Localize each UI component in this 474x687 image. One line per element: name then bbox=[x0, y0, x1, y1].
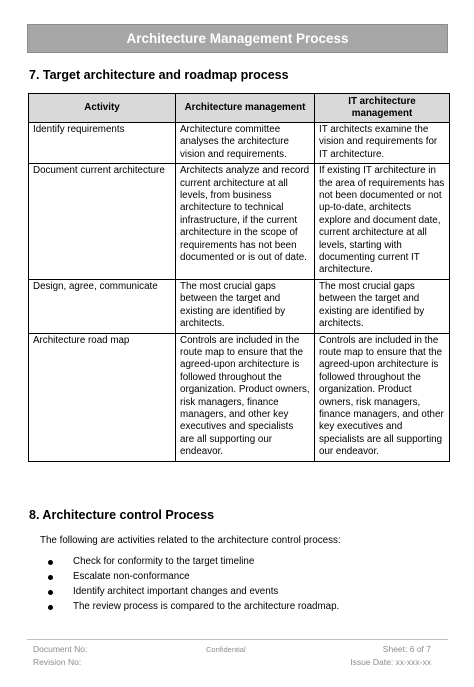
list-item-text: Escalate non-conformance bbox=[73, 571, 190, 582]
footer-divider bbox=[27, 639, 448, 640]
bullet-icon bbox=[48, 590, 53, 595]
footer-sheet: Sheet: 6 of 7 bbox=[382, 644, 431, 654]
table-header-row bbox=[29, 94, 450, 123]
architecture-management-cell: Architecture committee analyses the architecture vision and requirements. bbox=[176, 123, 315, 164]
architecture-management-cell: Architects analyze and record current architecture at all levels, from business architecture to technical infrastructure, if the current architecture in the scope of requirements has not been documented or is out of date. bbox=[176, 164, 315, 280]
section-8-heading: 8. Architecture control Process bbox=[29, 508, 215, 522]
footer-revision-no: Revision No: bbox=[33, 657, 82, 667]
bullet-icon bbox=[48, 605, 53, 610]
it-architecture-management-cell: The most crucial gaps between the target and existing are identified by architects. bbox=[315, 279, 450, 333]
architecture-management-cell: The most crucial gaps between the target and existing are identified by architects. bbox=[176, 279, 315, 333]
bullet-icon bbox=[48, 575, 53, 580]
table-row bbox=[29, 123, 450, 164]
list-item-text: Identify architect important changes and events bbox=[73, 586, 279, 597]
table-row bbox=[29, 333, 450, 461]
bullet-icon bbox=[48, 560, 53, 565]
it-architecture-management-cell: Controls are included in the route map to ensure that the agreed-upon architecture is followed throughout the organization. Product owners, risk managers, finance managers, and other key executives and specialists are all supporting our endeavor. bbox=[315, 333, 450, 461]
list-item-text: The review process is compared to the architecture roadmap. bbox=[73, 601, 340, 612]
column-header-it-architecture-management: IT architecture management bbox=[315, 94, 450, 123]
list-item bbox=[46, 599, 339, 614]
roadmap-process-table bbox=[28, 93, 450, 462]
document-title-banner: Architecture Management Process bbox=[27, 24, 448, 53]
list-item bbox=[46, 569, 339, 584]
table-row bbox=[29, 164, 450, 280]
control-activities-list bbox=[46, 554, 339, 614]
list-item-text: Check for conformity to the target timeline bbox=[73, 556, 255, 567]
section-7-heading: 7. Target architecture and roadmap process bbox=[29, 68, 289, 82]
architecture-management-cell: Controls are included in the route map to ensure that the agreed-upon architecture is followed throughout the organization. Product owners, risk managers, finance managers, and other key executives and specialists are all supporting our endeavor. bbox=[176, 333, 315, 461]
column-header-activity: Activity bbox=[29, 94, 176, 123]
activity-cell: Design, agree, communicate bbox=[29, 279, 176, 333]
activity-cell: Document current architecture bbox=[29, 164, 176, 280]
activity-cell: Identify requirements bbox=[29, 123, 176, 164]
table-row bbox=[29, 279, 450, 333]
column-header-architecture-management: Architecture management bbox=[176, 94, 315, 123]
activity-cell: Architecture road map bbox=[29, 333, 176, 461]
footer-document-no: Document No: bbox=[33, 644, 88, 654]
section-8-intro: The following are activities related to the architecture control process: bbox=[40, 535, 341, 546]
it-architecture-management-cell: IT architects examine the vision and requirements for IT architecture. bbox=[315, 123, 450, 164]
footer-issue-date: Issue Date: xx-xxx-xx bbox=[350, 657, 431, 667]
list-item bbox=[46, 554, 339, 569]
list-item bbox=[46, 584, 339, 599]
footer-confidential: Confidential bbox=[206, 645, 246, 654]
it-architecture-management-cell: If existing IT architecture in the area of requirements has not been documented or not up-to-date, architects explore and document date, current architecture at all levels, starting with documenting current IT architecture. bbox=[315, 164, 450, 280]
